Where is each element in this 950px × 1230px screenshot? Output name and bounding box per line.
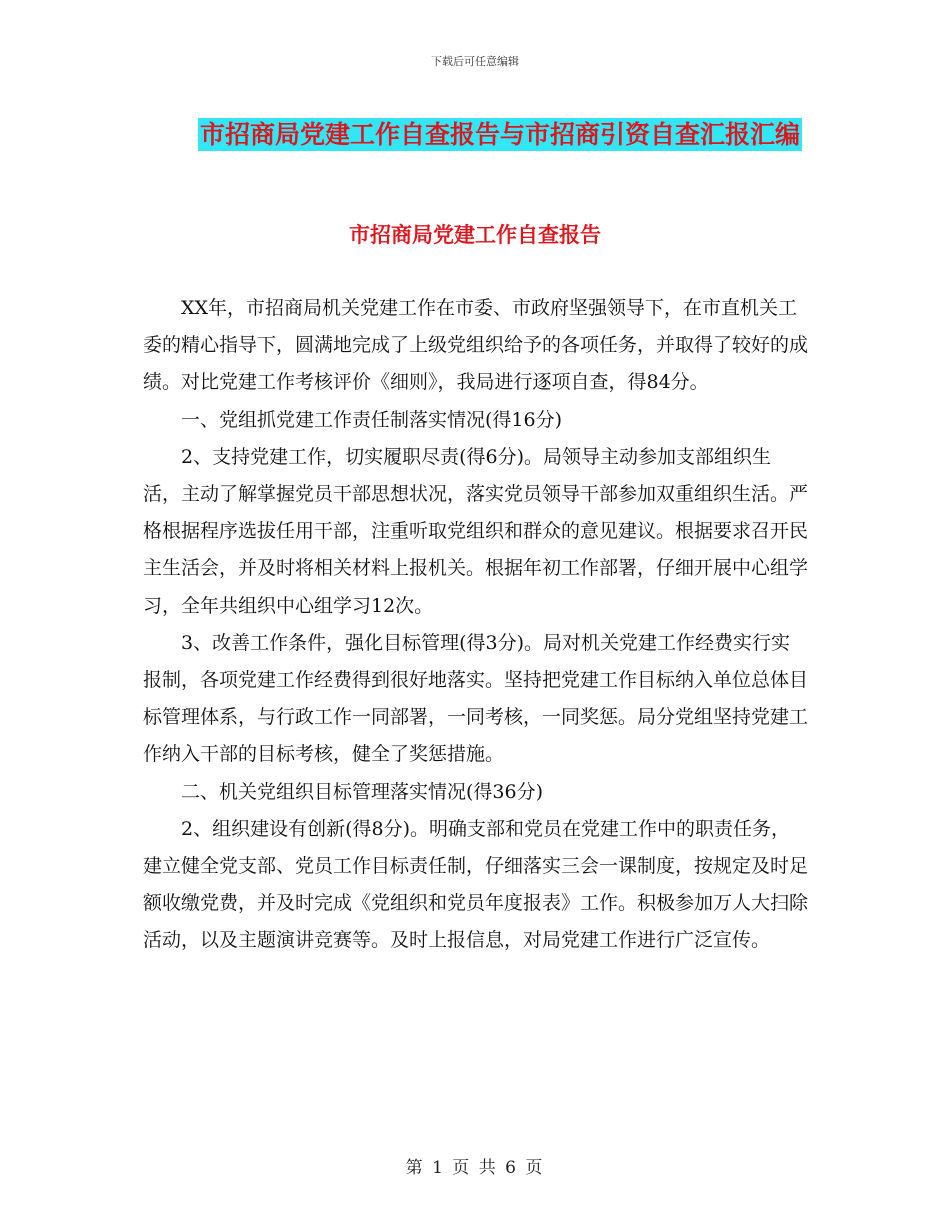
paragraph: 2、组织建设有创新(得8分)。明确支部和党员在党建工作中的职责任务，建立健全党支部、党员工作目标责任制，仔细落实三会一课制度，按规定及时足额收缴党费，并及时完成《党组织和党员年度报表》工作。积极参加万人大扫除活动，以及主题演讲竞赛等。及时上报信息，对局党建工作进行广泛宣传。 [143, 817, 809, 952]
paragraph: 一、党组抓党建工作责任制落实情况(得16分) [181, 408, 563, 431]
document-title-text: 市招商局党建工作自查报告与市招商引资自查汇报汇编 [199, 120, 800, 149]
paragraph: 2、支持党建工作，切实履职尽责(得6分)。局领导主动参加支部组织生活，主动了解掌握党员干部思想状况，落实党员领导干部参加双重组织生活。严格根据程序选拔任用干部，注重听取党组织和群众的意见建议。根据要求召开民主生活会，并及时将相关材料上报机关。根据年初工作部署，仔细开展中心组学习，全年共组织中心组学习12次。 [143, 445, 809, 617]
section-title: 市招商局党建工作自查报告 [349, 223, 601, 247]
document-title [190, 110, 810, 160]
page-number: 第 1 页 共 6 页 [405, 1158, 545, 1178]
header-note: 下载后可任意编辑 [431, 55, 519, 68]
paragraph: XX年，市招商局机关党建工作在市委、市政府坚强领导下，在市直机关工委的精心指导下，圆满地完成了上级党组织给予的各项任务，并取得了较好的成绩。对比党建工作考核评价《细则》，我局进行逐项自查，得84分。 [143, 297, 809, 394]
paragraph: 3、改善工作条件，强化目标管理(得3分)。局对机关党建工作经费实行实报制，各项党建工作经费得到很好地落实。坚持把党建工作目标纳入单位总体目标管理体系，与行政工作一同部署，一同考核，一同奖惩。局分党组坚持党建工作纳入干部的目标考核，健全了奖惩措施。 [143, 631, 809, 766]
body-text [143, 290, 808, 960]
paragraph: 二、机关党组织目标管理落实情况(得36分) [181, 780, 544, 803]
